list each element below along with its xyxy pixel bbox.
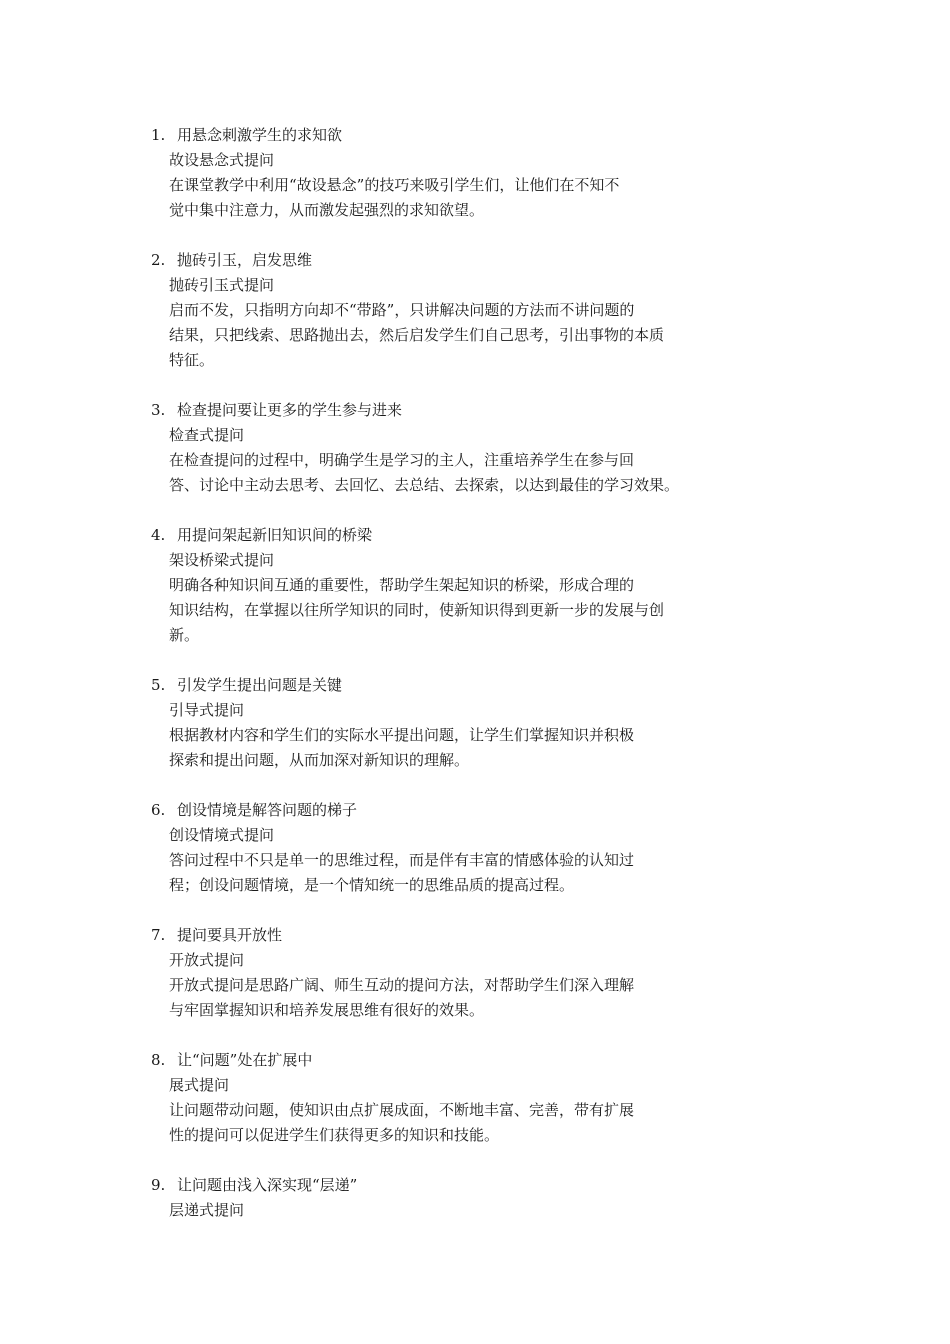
- section-text-line: 结果，只把线索、思路抛出去，然后启发学生们自己思考，引出事物的本质: [169, 326, 665, 344]
- section-heading: [151, 1048, 761, 1073]
- section-number: 1.: [151, 126, 166, 144]
- section-text-line: 与牢固掌握知识和培养发展思维有很好的效果。: [169, 1001, 485, 1019]
- section-1: [151, 123, 761, 223]
- section-6: [151, 798, 761, 898]
- section-title: 提问要具开放性: [177, 926, 283, 944]
- section-title: 让问题由浅入深实现“层递”: [177, 1176, 358, 1194]
- section-subtitle: 架设桥梁式提问: [169, 551, 275, 569]
- section-text-line: 根据教材内容和学生们的实际水平提出问题，让学生们掌握知识并积极: [169, 726, 635, 744]
- section-number: 9.: [151, 1176, 166, 1194]
- section-5: [151, 673, 761, 773]
- section-subtitle: 展式提问: [169, 1076, 230, 1094]
- section-text-line: 在课堂教学中利用“故设悬念”的技巧来吸引学生们，让他们在不知不: [169, 176, 620, 194]
- section-text-line: 探索和提出问题，从而加深对新知识的理解。: [169, 751, 470, 769]
- section-heading: [151, 923, 761, 948]
- section-text-line: 启而不发，只指明方向却不“带路”，只讲解决问题的方法而不讲问题的: [169, 301, 635, 319]
- section-number: 5.: [151, 676, 166, 694]
- section-text-line: 程；创设问题情境，是一个情知统一的思维品质的提高过程。: [169, 876, 575, 894]
- section-4: [151, 523, 761, 648]
- section-text-line: 开放式提问是思路广阔、师生互动的提问方法，对帮助学生们深入理解: [169, 976, 635, 994]
- section-text-line: 新。: [169, 626, 200, 644]
- section-text-line: 性的提问可以促进学生们获得更多的知识和技能。: [169, 1126, 500, 1144]
- document-body: [151, 123, 761, 1248]
- section-text-line: 让问题带动问题，使知识由点扩展成面，不断地丰富、完善，带有扩展: [169, 1101, 635, 1119]
- section-heading: [151, 398, 761, 423]
- section-title: 抛砖引玉，启发思维: [177, 251, 313, 269]
- section-heading: [151, 523, 761, 548]
- section-text-line: 知识结构，在掌握以往所学知识的同时，使新知识得到更新一步的发展与创: [169, 601, 665, 619]
- section-text-line: 特征。: [169, 351, 215, 369]
- section-9: [151, 1173, 761, 1223]
- section-3: [151, 398, 761, 498]
- section-title: 用悬念刺激学生的求知欲: [177, 126, 343, 144]
- section-text-line: 明确各种知识间互通的重要性，帮助学生架起知识的桥梁，形成合理的: [169, 576, 635, 594]
- section-number: 6.: [151, 801, 166, 819]
- section-title: 引发学生提出问题是关键: [177, 676, 343, 694]
- section-text-line: 觉中集中注意力，从而激发起强烈的求知欲望。: [169, 201, 485, 219]
- section-subtitle: 检查式提问: [169, 426, 245, 444]
- section-subtitle: 引导式提问: [169, 701, 245, 719]
- section-heading: [151, 248, 761, 273]
- section-text-line: 答问过程中不只是单一的思维过程，而是伴有丰富的情感体验的认知过: [169, 851, 635, 869]
- section-subtitle: 开放式提问: [169, 951, 245, 969]
- section-number: 8.: [151, 1051, 166, 1069]
- section-title: 检查提问要让更多的学生参与进来: [177, 401, 403, 419]
- section-heading: [151, 673, 761, 698]
- section-subtitle: 创设情境式提问: [169, 826, 275, 844]
- section-heading: [151, 123, 761, 148]
- section-title: 创设情境是解答问题的梯子: [177, 801, 358, 819]
- section-subtitle: 层递式提问: [169, 1201, 245, 1219]
- section-heading: [151, 1173, 761, 1198]
- section-heading: [151, 798, 761, 823]
- section-2: [151, 248, 761, 373]
- section-title: 用提问架起新旧知识间的桥梁: [177, 526, 373, 544]
- section-number: 2.: [151, 251, 166, 269]
- section-8: [151, 1048, 761, 1148]
- section-subtitle: 故设悬念式提问: [169, 151, 275, 169]
- section-text-line: 答、讨论中主动去思考、去回忆、去总结、去探索，以达到最佳的学习效果。: [169, 476, 680, 494]
- section-title: 让“问题”处在扩展中: [177, 1051, 313, 1069]
- section-text-line: 在检查提问的过程中，明确学生是学习的主人，注重培养学生在参与回: [169, 451, 635, 469]
- section-number: 4.: [151, 526, 166, 544]
- section-number: 3.: [151, 401, 166, 419]
- section-number: 7.: [151, 926, 166, 944]
- section-7: [151, 923, 761, 1023]
- section-subtitle: 抛砖引玉式提问: [169, 276, 275, 294]
